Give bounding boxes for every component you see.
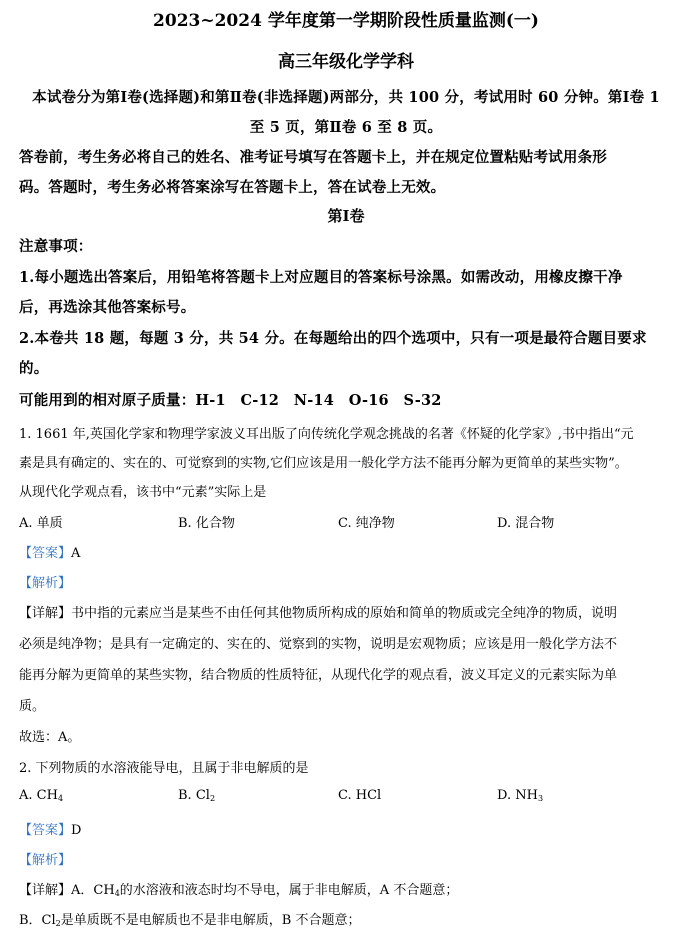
- q1-stem-line-2: 素是具有确定的、实在的、可觉察到的实物,它们应该是用一般化学方法不能再分解为更简单的某些实物”。: [19, 456, 628, 471]
- q2-option-d: D. $NH_3$: [497, 788, 544, 803]
- q1-analysis-label: 【解析】: [19, 576, 72, 591]
- q2-detail-line-2: B．$Cl_2$是单质既不是电解质也不是非电解质，B 不合题意；: [19, 913, 361, 928]
- exam-title: 2023~2024 学年度第一学期阶段性质量监测(一): [153, 11, 539, 31]
- q1-detail-line-3: 能再分解为更简单的某些实物，结合物质的性质特征，从现代化学的观点看，波义耳定义的元素实际为单: [19, 668, 618, 683]
- q2-detail-line-1: 【详解】A．$CH_4$的水溶液和液态时均不导电，属于非电解质，A 不合题意；: [19, 883, 459, 898]
- q1-answer: [19, 542, 674, 561]
- q1-stem-line-3: 从现代化学观点看，该书中“元素”实际上是: [19, 485, 267, 500]
- q2-detail-label: 【详解】: [19, 883, 72, 898]
- intro-line-4: 码。答题时，考生务必将答案涂写在答题卡上，答在试卷上无效。: [19, 179, 446, 196]
- intro-line-1: 本试卷分为第Ⅰ卷(选择题)和第Ⅱ卷(非选择题)两部分，共 100 分，考试用时 60 分钟。第Ⅰ卷 1: [32, 89, 660, 106]
- atomic-masses: 可能用到的相对原子质量：H-1 C-12 N-14 O-16 S-32: [19, 392, 442, 409]
- notice-title: 注意事项：: [19, 238, 93, 255]
- q2-option-a: A. $CH_4$: [19, 788, 64, 803]
- notice-2b: 的。: [19, 360, 49, 377]
- notice-2a: 2.本卷共 18 题，每题 3 分，共 54 分。在每题给出的四个选项中，只有一项是最符合题目要求: [19, 330, 647, 347]
- q2-option-b: B. $Cl_2$: [178, 788, 216, 803]
- intro-line-3: 答卷前，考生务必将自己的姓名、准考证号填写在答题卡上，并在规定位置粘贴考试用条形: [19, 149, 607, 166]
- section-title: 第Ⅰ卷: [327, 207, 365, 225]
- q1-detail-line-1: 【详解】书中指的元素应当是某些不由任何其他物质所构成的原始和简单的物质或完全纯净的物质，说明: [19, 606, 618, 621]
- q1-answer-label: 【答案】: [19, 546, 72, 561]
- q2-option-c: C. HCl: [338, 788, 382, 803]
- q1-option-d: D. 混合物: [497, 516, 555, 531]
- q2-answer: [19, 819, 674, 838]
- q1-choice: 故选：A。: [19, 730, 81, 745]
- q2-stem: 2. 下列物质的水溶液能导电，且属于非电解质的是: [19, 761, 309, 776]
- q1-answer-value: A: [71, 546, 81, 561]
- notice-1b: 后，再选涂其他答案标号。: [19, 299, 196, 316]
- q1-option-c: C. 纯净物: [338, 516, 395, 531]
- q1-stem-line-1: 1. 1661 年,英国化学家和物理学家波义耳出版了向传统化学观念挑战的名著《怀疑的化学家》,书中指出“元: [19, 427, 634, 442]
- notice-1a: 1.每小题选出答案后，用铅笔将答题卡上对应题目的答案标号涂黑。如需改动，用橡皮擦干净: [19, 269, 623, 286]
- intro-line-2: 至 5 页，第Ⅱ卷 6 至 8 页。: [249, 119, 443, 136]
- q1-detail-line-2: 必须是纯净物；是具有一定确定的、实在的、觉察到的实物，说明是宏观物质；应该是用一般化学方法不: [19, 637, 618, 652]
- q2-answer-label: 【答案】: [19, 823, 72, 838]
- q1-option-a: A. 单质: [19, 516, 63, 531]
- q2-answer-value: D: [71, 823, 82, 838]
- exam-subtitle: 高三年级化学学科: [278, 52, 414, 72]
- q2-analysis-label: 【解析】: [19, 853, 72, 868]
- q1-option-b: B. 化合物: [178, 516, 235, 531]
- q1-detail-line-4: 质。: [19, 699, 46, 714]
- q1-detail-label: 【详解】: [19, 606, 72, 621]
